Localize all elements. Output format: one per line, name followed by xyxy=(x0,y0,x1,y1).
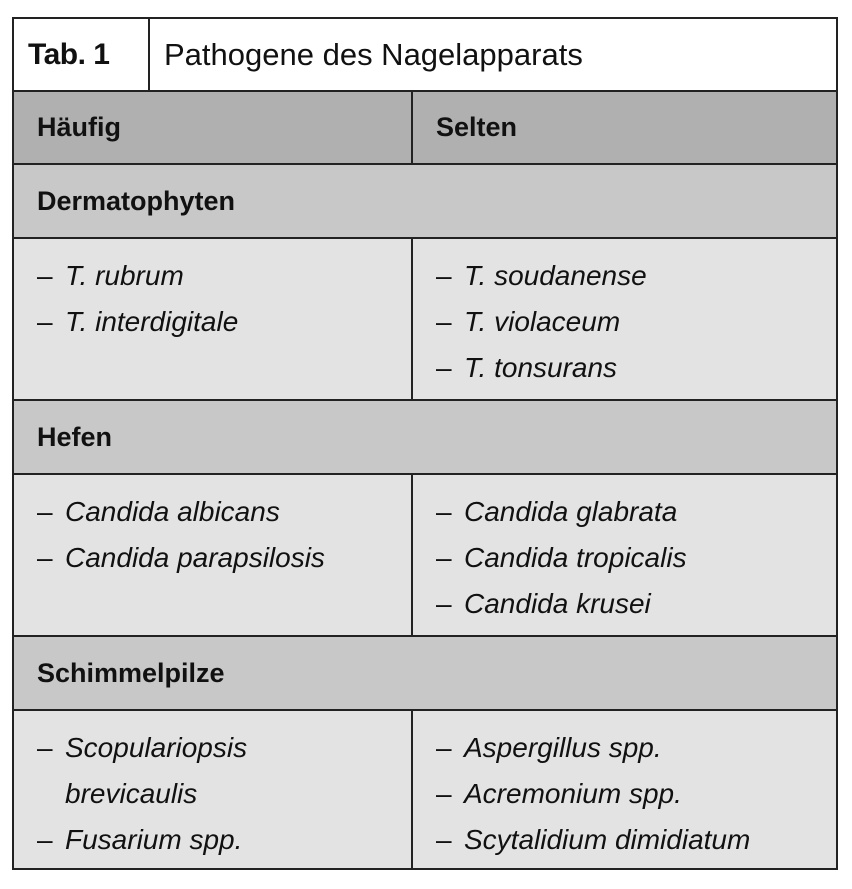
dash-bullet: – xyxy=(436,588,452,619)
data-row xyxy=(14,711,836,868)
haeufig-list xyxy=(14,711,411,863)
haeufig-cell xyxy=(14,475,413,635)
category-row xyxy=(14,165,836,239)
dash-bullet: – xyxy=(436,824,452,855)
species-name: Candida tropicalis xyxy=(464,542,687,573)
data-row xyxy=(14,475,836,637)
list-item xyxy=(436,299,836,345)
list-item xyxy=(436,771,836,817)
list-item xyxy=(436,817,836,863)
dash-bullet: – xyxy=(37,496,53,527)
list-item xyxy=(37,725,411,817)
dash-bullet: – xyxy=(37,306,53,337)
category-row xyxy=(14,401,836,475)
category-label: Schimmelpilze xyxy=(37,658,225,688)
species-name: Candida krusei xyxy=(464,588,651,619)
species-name: Scopulariopsis xyxy=(65,732,248,763)
selten-cell xyxy=(413,711,836,868)
table-title: Pathogene des Nagelapparats xyxy=(164,37,583,72)
selten-list xyxy=(413,475,836,627)
dash-bullet: – xyxy=(436,496,452,527)
species-name: T. rubrum xyxy=(65,260,184,291)
list-item xyxy=(436,489,836,535)
list-item xyxy=(37,489,411,535)
species-name: T. tonsurans xyxy=(464,352,618,383)
haeufig-list xyxy=(14,475,411,581)
species-name: T. soudanense xyxy=(464,260,647,291)
dash-bullet: – xyxy=(436,542,452,573)
selten-list xyxy=(413,239,836,391)
selten-cell xyxy=(413,475,836,635)
haeufig-list xyxy=(14,239,411,345)
species-name: Candida albicans xyxy=(65,496,280,527)
species-name: Acremonium spp. xyxy=(464,778,682,809)
haeufig-cell xyxy=(14,711,413,868)
dash-bullet: – xyxy=(436,352,452,383)
category-row xyxy=(14,637,836,711)
dash-bullet: – xyxy=(436,260,452,291)
dash-bullet: – xyxy=(37,260,53,291)
table-title-row xyxy=(14,19,836,92)
species-name: Candida parapsilosis xyxy=(65,542,325,573)
species-name: Scytalidium dimidiatum xyxy=(464,824,751,855)
selten-list xyxy=(413,711,836,863)
list-item xyxy=(436,581,836,627)
dash-bullet: – xyxy=(436,306,452,337)
species-name: Fusarium spp. xyxy=(65,824,243,855)
table-header-row xyxy=(14,92,836,165)
dash-bullet: – xyxy=(37,542,53,573)
category-label: Hefen xyxy=(37,422,113,452)
species-name: T. violaceum xyxy=(464,306,621,337)
dash-bullet: – xyxy=(436,732,452,763)
column-header-haeufig: Häufig xyxy=(14,92,413,163)
selten-cell xyxy=(413,239,836,399)
species-name: Candida glabrata xyxy=(464,496,678,527)
list-item xyxy=(436,725,836,771)
list-item xyxy=(37,817,411,863)
dash-bullet: – xyxy=(37,824,53,855)
dash-bullet: – xyxy=(436,778,452,809)
table-number: Tab. 1 xyxy=(14,19,150,90)
list-item xyxy=(436,345,836,391)
haeufig-cell xyxy=(14,239,413,399)
species-name: Aspergillus spp. xyxy=(464,732,662,763)
list-item xyxy=(37,535,411,581)
list-item xyxy=(37,299,411,345)
dash-bullet: – xyxy=(37,732,53,763)
species-name: T. interdigitale xyxy=(65,306,239,337)
list-item xyxy=(436,253,836,299)
list-item xyxy=(37,253,411,299)
species-name: brevicaulis xyxy=(65,778,198,809)
list-item xyxy=(436,535,836,581)
data-row xyxy=(14,239,836,401)
pathogen-table xyxy=(12,17,838,870)
column-header-selten: Selten xyxy=(436,112,518,142)
category-label: Dermatophyten xyxy=(37,186,236,216)
